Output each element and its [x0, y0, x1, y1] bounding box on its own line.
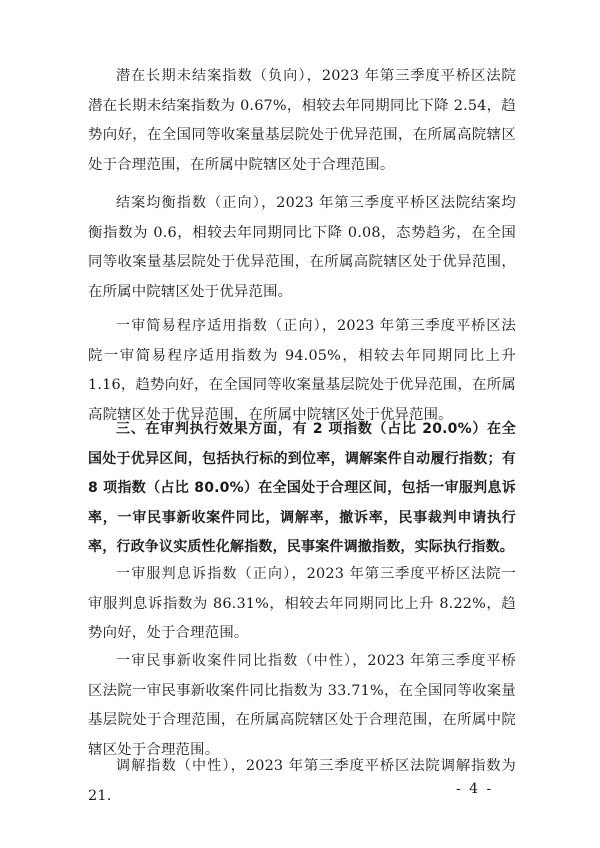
index-title: 结案均衡指数（正向）: [116, 195, 262, 211]
index-title: 潜在长期未结案指数（负向）: [116, 68, 307, 84]
paragraph-new-civil-cases: [88, 647, 516, 765]
paragraph-body: ，2023 年第三季度平桥区法院一审服判息诉指数为 86.31%，相较去年同期同比上升 8.22%，趋势向好，处于合理范围。: [88, 566, 516, 642]
index-title: 调解指数（中性）: [116, 758, 231, 774]
paragraph-body: ，2023 年第三季度平桥区法院结案均衡指数为 0.6，相较去年同期同比下降 0.08，态势趋劣，在全国同等收案量基层院处于优异范围，在所属高院辖区处于优异范围，在所属中院辖区处于优异范围。: [88, 195, 517, 300]
index-title: 一审服判息诉指数（正向）: [116, 566, 292, 582]
paragraph-closing-balance: [88, 189, 516, 307]
page-number: - 4 -: [456, 781, 494, 797]
section-three-summary: [88, 415, 516, 563]
paragraph-long-term-unclosed: [88, 62, 516, 180]
index-title: 一审民事新收案件同比指数（中性）: [116, 653, 353, 669]
paragraph-body: ，2023 年第三季度平桥区法院一审简易程序适用指数为 94.05%，相较去年同期同比上升 1.16，趋势向好，在全国同等收案量基层院处于优异范围，在所属高院辖区处于优异范围，在所属中院辖区处于优异范围。: [88, 318, 516, 423]
index-title: 一审简易程序适用指数（正向）: [116, 318, 322, 334]
paragraph-body: ，2023 年第三季度平桥区法院一审民事新收案件同比指数为 33.71%，在全国同等收案量基层院处于合理范围，在所属高院辖区处于合理范围，在所属中院辖区处于合理范围。: [88, 653, 516, 758]
section-heading-text: 三、在审判执行效果方面，有 2 项指数（占比 20.0%）在全国处于优异区间，包括执行标的到位率，调解案件自动履行指数；有 8 项指数（占比 80.0%）在全国处于合理区间，包括一审服判息诉率，一审民事新收案件同比，调解率，撤诉率，民事裁判申请执行率，行政争议实质性化解指数，民事案件调撤指数，实际执行指数。: [88, 421, 516, 556]
paragraph-body: ，2023 年第三季度平桥区法院调解指数为 21.: [88, 758, 516, 804]
paragraph-simplified-procedure: [88, 312, 516, 430]
paragraph-judgment-acceptance: [88, 560, 516, 649]
paragraph-body: ，2023 年第三季度平桥区法院潜在长期未结案指数为 0.67%，相较去年同期同比下降 2.54，趋势向好，在全国同等收案量基层院处于优异范围，在所属高院辖区处于合理范围，在所属中院辖区处于合理范围。: [88, 68, 516, 173]
paragraph-mediation: [88, 752, 516, 811]
